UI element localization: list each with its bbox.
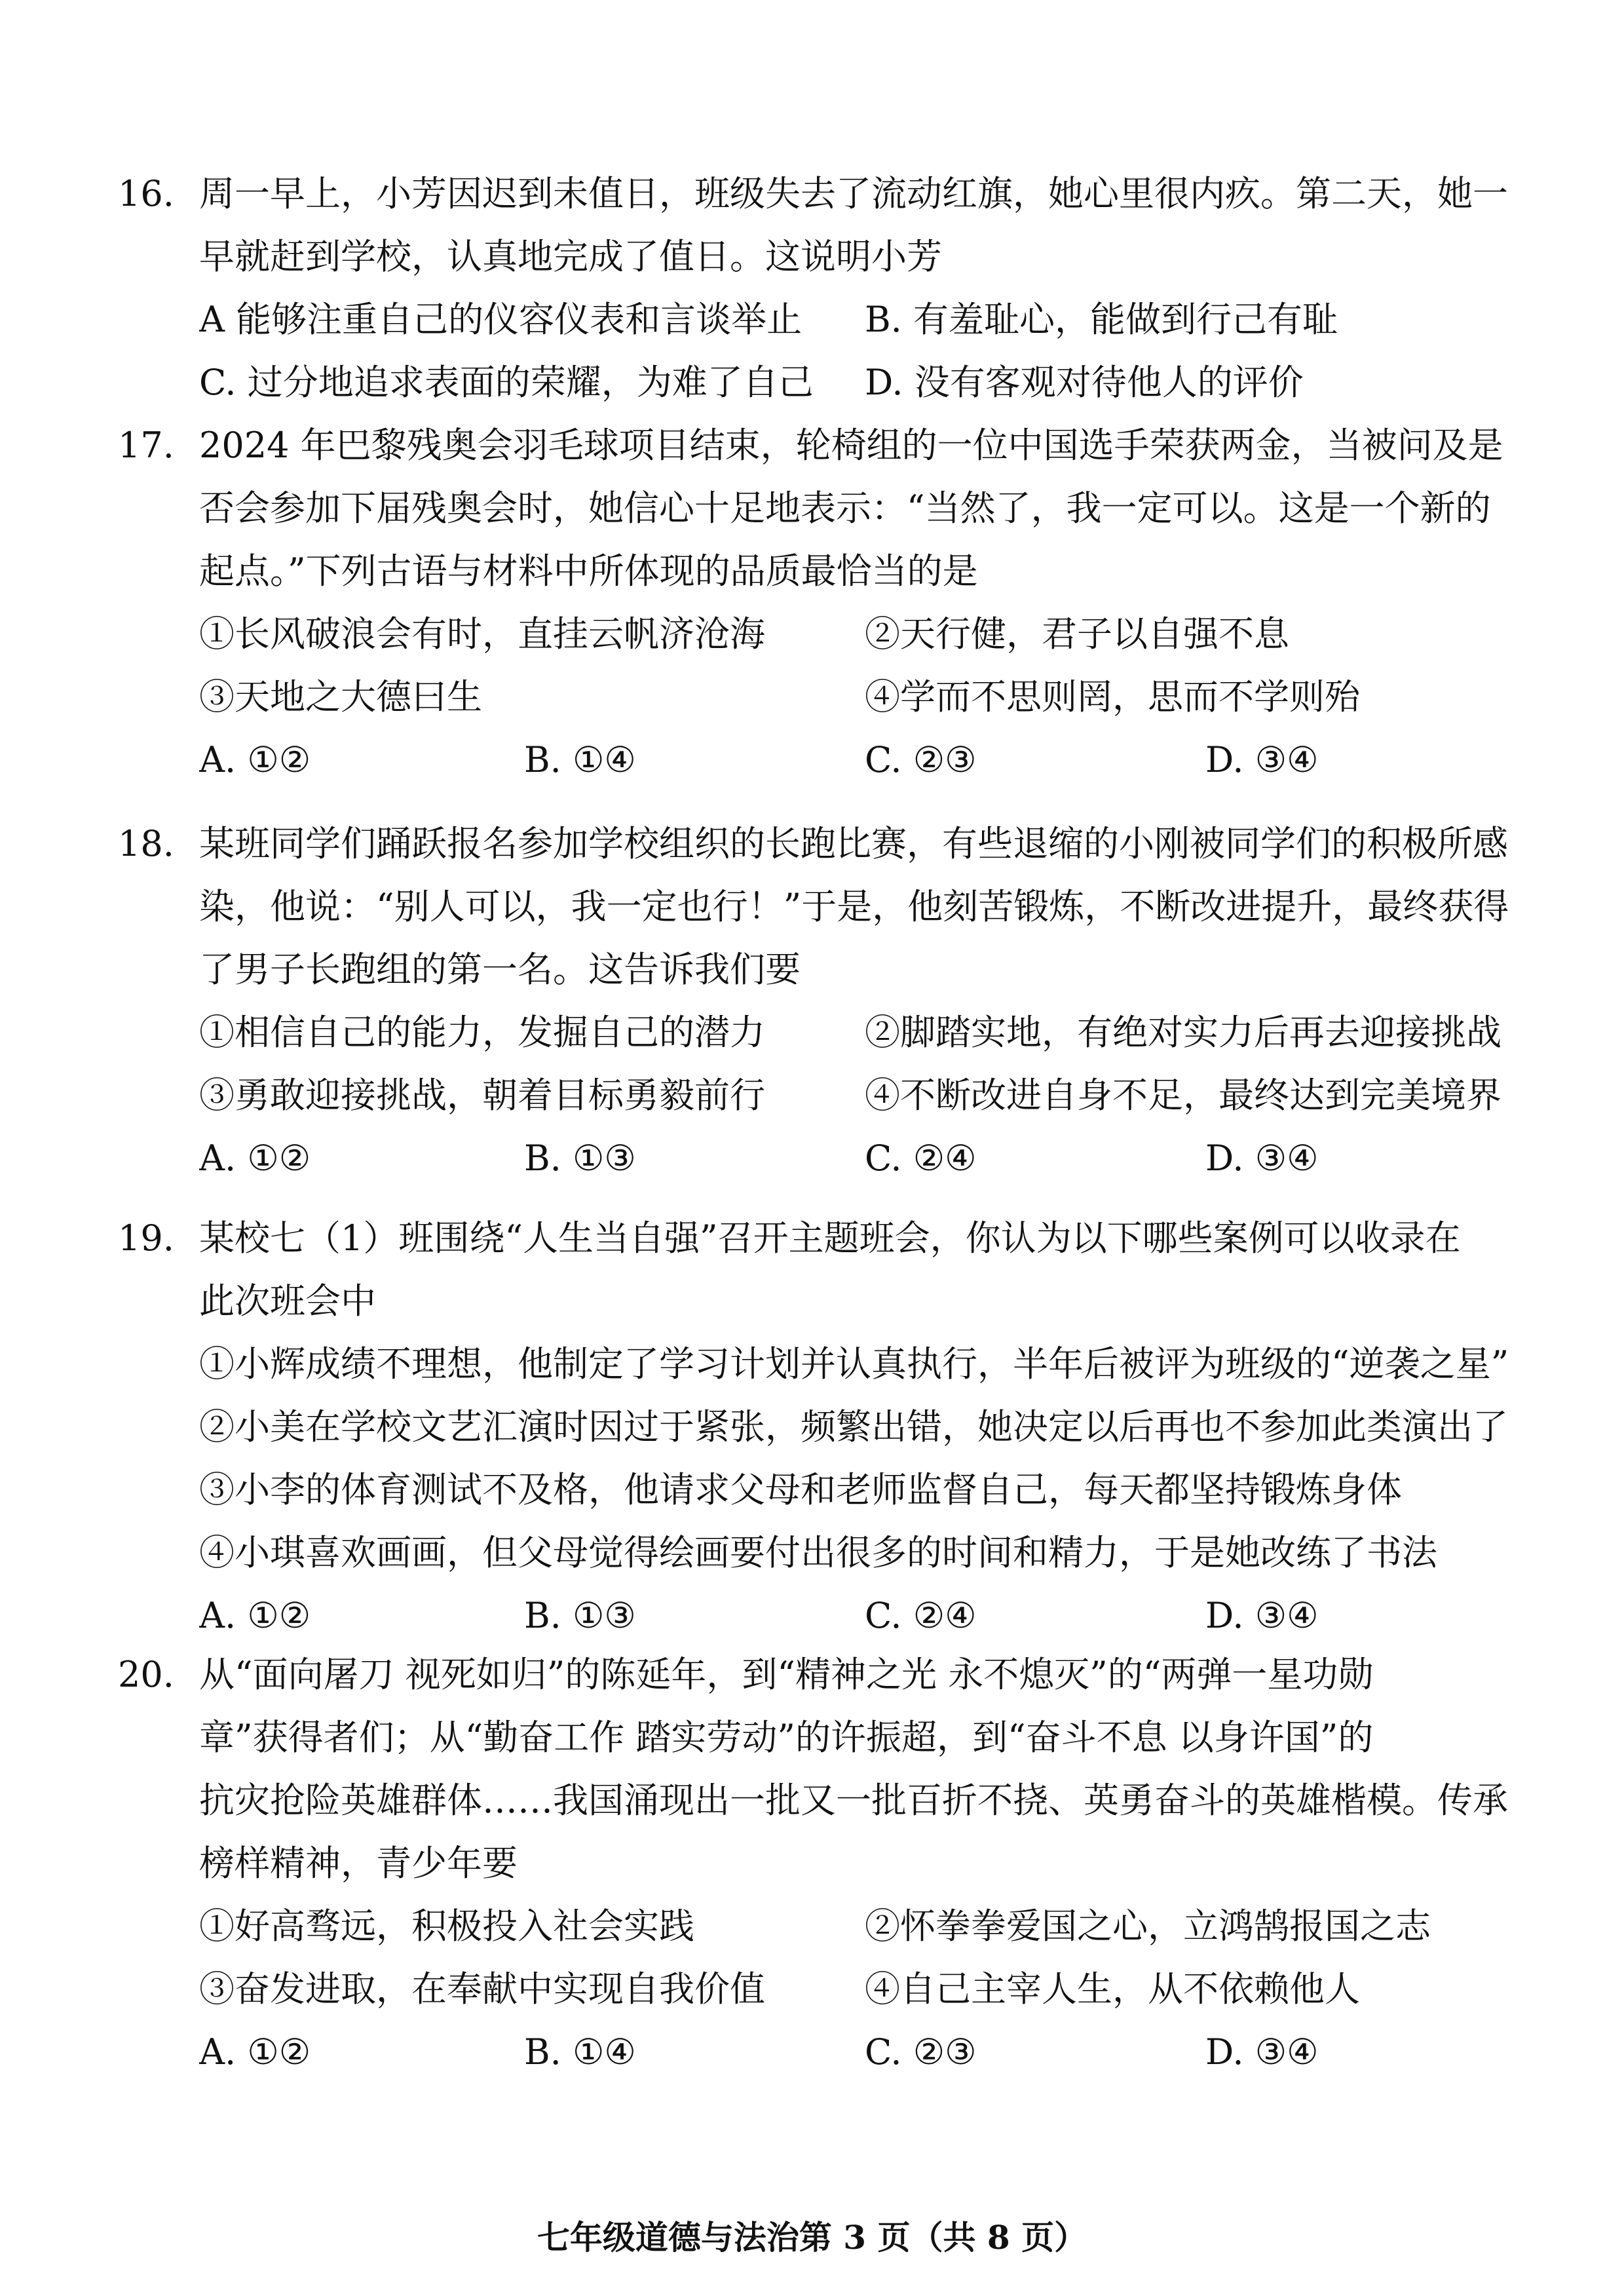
- statement-2: ②脚踏实地，有绝对实力后再去迎接挑战: [865, 1012, 1501, 1053]
- choice-b[interactable]: B. ①③: [524, 1138, 636, 1179]
- stem-line: [118, 1832, 1513, 1895]
- statement-row: [118, 1001, 1513, 1064]
- statement-row: [118, 666, 1513, 729]
- statement-row: [118, 1396, 1513, 1459]
- question-19: [118, 1207, 1513, 1647]
- stem-line: [118, 477, 1513, 540]
- stem-text: 了男子长跑组的第一名。这告诉我们要: [199, 949, 801, 990]
- statement-2: ②小美在学校文艺汇演时因过于紧张，频繁出错，她决定以后再也不参加此类演出了: [199, 1406, 1508, 1447]
- choice-a[interactable]: A. ①②: [199, 2031, 311, 2073]
- statement-2: ②天行健，君子以自强不息: [865, 613, 1289, 655]
- stem-line: [118, 813, 1513, 875]
- stem-line: [118, 414, 1513, 477]
- choice-d[interactable]: D. ③④: [1205, 1595, 1319, 1636]
- stem-text: 章”获得者们；从“勤奋工作 踏实劳动”的许振超，到“奋斗不息 以身许国”的: [199, 1717, 1374, 1758]
- statement-1: ①好高骛远，积极投入社会实践: [199, 1905, 694, 1947]
- stem-text: 某班同学们踊跃报名参加学校组织的长跑比赛，有些退缩的小刚被同学们的积极所感: [199, 823, 1508, 864]
- choice-c[interactable]: C. ②④: [865, 1138, 977, 1179]
- statement-1: ①长风破浪会有时，直挂云帆济沧海: [199, 613, 765, 655]
- stem-text: 早就赶到学校，认真地完成了值日。这说明小芳: [199, 236, 942, 277]
- choice-c[interactable]: C. ②④: [865, 1595, 977, 1636]
- choice-row: [118, 2021, 1513, 2084]
- choice-row: [118, 1127, 1513, 1190]
- question-number: 17.: [118, 425, 174, 466]
- stem-line: [118, 540, 1513, 603]
- question-17: [118, 414, 1513, 792]
- question-16: [118, 163, 1513, 414]
- choice-d[interactable]: D. ③④: [1205, 1138, 1319, 1179]
- statement-row: [118, 1064, 1513, 1127]
- statement-1: ①小辉成绩不理想，他制定了学习计划并认真执行，半年后被评为班级的“逆袭之星”: [199, 1343, 1509, 1385]
- question-number: 19.: [118, 1217, 174, 1259]
- choice-a[interactable]: A. ①②: [199, 739, 311, 780]
- statement-row: [118, 1958, 1513, 2021]
- choice-d[interactable]: D. ③④: [1205, 739, 1319, 780]
- choice-row: [118, 1584, 1513, 1647]
- statement-row: [118, 1895, 1513, 1958]
- question-number: 16.: [118, 173, 174, 214]
- stem-line: [118, 875, 1513, 938]
- stem-line: [118, 1769, 1513, 1832]
- stem-text: 榜样精神，青少年要: [199, 1843, 518, 1884]
- statement-3: ③小李的体育测试不及格，他请求父母和老师监督自己，每天都坚持锻炼身体: [199, 1469, 1402, 1510]
- choice-b[interactable]: B. 有羞耻心，能做到行己有耻: [865, 299, 1338, 340]
- statement-4: ④学而不思则罔，思而不学则殆: [865, 676, 1360, 718]
- choice-c[interactable]: C. 过分地追求表面的荣耀，为难了自己: [199, 362, 814, 403]
- stem-text: 染，他说：“别人可以，我一定也行！”于是，他刻苦锻炼，不断改进提升，最终获得: [199, 886, 1509, 927]
- stem-text: 否会参加下届残奥会时，她信心十足地表示：“当然了，我一定可以。这是一个新的: [199, 488, 1491, 529]
- question-number: 20.: [118, 1654, 174, 1695]
- stem-text: 此次班会中: [199, 1280, 376, 1322]
- statement-3: ③奋发进取，在奉献中实现自我价值: [199, 1968, 765, 2010]
- statement-1: ①相信自己的能力，发掘自己的潜力: [199, 1012, 765, 1053]
- choice-d[interactable]: D. 没有客观对待他人的评价: [865, 362, 1304, 403]
- choice-b[interactable]: B. ①④: [524, 2031, 636, 2073]
- question-20: [118, 1643, 1513, 2084]
- statement-4: ④不断改进自身不足，最终达到完美境界: [865, 1075, 1501, 1116]
- choice-a[interactable]: A. ①②: [199, 1138, 311, 1179]
- stem-text: 周一早上，小芳因迟到未值日，班级失去了流动红旗，她心里很内疚。第二天，她一: [199, 173, 1508, 214]
- stem-text: 抗灾抢险英雄群体……我国涌现出一批又一批百折不挠、英勇奋斗的英雄楷模。传承: [199, 1780, 1508, 1821]
- choice-d[interactable]: D. ③④: [1205, 2031, 1319, 2073]
- stem-line: [118, 938, 1513, 1001]
- choice-row: [118, 351, 1513, 414]
- statement-row: [118, 1521, 1513, 1584]
- statement-row: [118, 1459, 1513, 1521]
- choice-row: [118, 729, 1513, 792]
- choice-c[interactable]: C. ②③: [865, 739, 977, 780]
- page-footer: 七年级道德与法治第 3 页（共 8 页）: [537, 2218, 1087, 2257]
- choice-c[interactable]: C. ②③: [865, 2031, 977, 2073]
- stem-line: [118, 1643, 1513, 1706]
- choice-a[interactable]: A. ①②: [199, 1595, 311, 1636]
- stem-line: [118, 1706, 1513, 1769]
- stem-line: [118, 163, 1513, 225]
- stem-text: 起点。”下列古语与材料中所体现的品质最恰当的是: [199, 550, 978, 592]
- choice-row: [118, 288, 1513, 351]
- stem-text: 2024 年巴黎残奥会羽毛球项目结束，轮椅组的一位中国选手荣获两金，当被问及是: [199, 425, 1503, 466]
- stem-line: [118, 1207, 1513, 1270]
- stem-line: [118, 225, 1513, 288]
- statement-4: ④小琪喜欢画画，但父母觉得绘画要付出很多的时间和精力，于是她改练了书法: [199, 1532, 1437, 1573]
- statement-3: ③勇敢迎接挑战，朝着目标勇毅前行: [199, 1075, 765, 1116]
- statement-row: [118, 603, 1513, 666]
- stem-text: 某校七（1）班围绕“人生当自强”召开主题班会，你认为以下哪些案例可以收录在: [199, 1217, 1461, 1259]
- question-number: 18.: [118, 823, 174, 864]
- choice-b[interactable]: B. ①③: [524, 1595, 636, 1636]
- statement-row: [118, 1333, 1513, 1396]
- statement-4: ④自己主宰人生，从不依赖他人: [865, 1968, 1360, 2010]
- stem-text: 从“面向屠刀 视死如归”的陈延年，到“精神之光 永不熄灭”的“两弹一星功勋: [199, 1654, 1374, 1695]
- stem-line: [118, 1270, 1513, 1333]
- statement-2: ②怀拳拳爱国之心，立鸿鹄报国之志: [865, 1905, 1431, 1947]
- choice-b[interactable]: B. ①④: [524, 739, 636, 780]
- statement-3: ③天地之大德曰生: [199, 676, 482, 718]
- choice-a[interactable]: A 能够注重自己的仪容仪表和言谈举止: [199, 299, 803, 340]
- question-18: [118, 813, 1513, 1190]
